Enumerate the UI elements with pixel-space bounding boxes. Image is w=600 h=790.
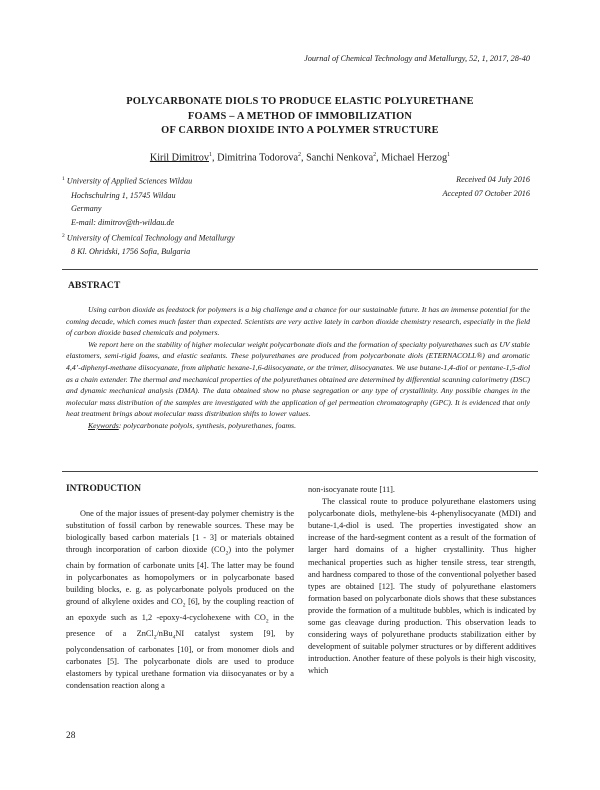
text-run: in the presence of a ZnCl	[66, 613, 294, 638]
divider-top	[62, 269, 538, 270]
text-run: /nBu	[156, 628, 173, 638]
received-date: Received 04 July 2016	[456, 175, 530, 184]
author-email[interactable]: E-mail: dimitrov@th-wildau.de	[71, 218, 175, 228]
left-column	[66, 508, 294, 692]
affiliations	[62, 173, 235, 259]
author-name: Dimitrina Todorova	[217, 152, 298, 164]
body-paragraph-continued: non-isocyanate route [11].	[308, 485, 396, 494]
subscript: 2	[182, 602, 186, 609]
right-column	[308, 484, 536, 678]
paper-title	[60, 95, 540, 139]
affiliation-mark: 2	[62, 232, 65, 239]
abstract-paragraph: Using carbon dioxide as feedstock for polymers is a big challenge and a chance for our sustainable future. It has an immense potential for the coming decade, which comes much faster than expected. Scientists are very active lately in carbon dioxide chemistry research, especially in the field of carbon dioxide based chemicals and polymers.	[66, 305, 530, 338]
page-number: 28	[66, 731, 76, 741]
keywords-label: Keywords	[88, 420, 119, 430]
subscript: 2	[153, 634, 157, 641]
abstract-body	[66, 304, 530, 432]
text-run: ) into the polymer chain by formation of carbonate units [4]. The latter may be found in polycarbonates as homopolymers or in polycarbonate based building blocks, e. g. as polycarbonate polyols produced on the ground of alkylene oxides and CO	[66, 545, 294, 607]
author-affiliation-mark: 1	[209, 152, 212, 158]
abstract-heading: ABSTRACT	[68, 280, 121, 291]
text-run: [6], by the coupling reaction of an epoxyde such as 1,2 -epoxy-4-cyclohexene with CO	[66, 597, 295, 623]
author-separator: ,	[376, 152, 382, 164]
title-line: FOAMS – A METHOD OF IMMOBILIZATION	[187, 110, 413, 122]
affiliation-line: Germany	[71, 204, 102, 214]
affiliation-mark: 1	[62, 176, 65, 182]
accepted-date: Accepted 07 October 2016	[442, 188, 530, 198]
keywords-text: : polycarbonate polyols, synthesis, polyurethanes, foams.	[118, 420, 297, 430]
author-separator: ,	[212, 152, 218, 164]
author-name[interactable]: Kiril Dimitrov	[149, 152, 209, 164]
author-affiliation-mark: 2	[373, 152, 377, 158]
author-name: Michael Herzog	[381, 152, 448, 164]
author-list	[60, 152, 540, 163]
subscript: 2	[225, 550, 229, 557]
text-run: NI catalyst system [9], by polycondensation of carbonates [10], or from monomer diols and carbonates [5]. The polycarbonate diols are used to produce elastomers by typical urethane formation via diisocyanates or by a condensation reaction along a	[66, 628, 294, 690]
text-run: One of the major issues of present-day polymer chemistry is the substitution of fossil carbon by renewable sources. These may be biologically based carbon materials [1 - 3] or materials obtained through incorporation of carbon dioxide (CO	[66, 509, 294, 555]
subscript: 4	[172, 634, 176, 641]
affiliation-line: 8 Kl. Ohridski, 1756 Sofia, Bulgaria	[71, 247, 191, 257]
affiliation-line: University of Applied Sciences Wildau	[66, 176, 193, 186]
divider-bottom	[62, 471, 538, 472]
author-name: Sanchi Nenkova	[306, 152, 374, 164]
keywords-line	[66, 420, 530, 432]
author-affiliation-mark: 2	[297, 152, 301, 158]
title-line: POLYCARBONATE DIOLS TO PRODUCE ELASTIC POLYURETHANE	[126, 96, 474, 107]
subscript: 2	[265, 618, 269, 625]
body-paragraph	[66, 508, 294, 692]
abstract-paragraph: We report here on the stability of higher molecular weight polycarbonate diols and the formation of specialty polyurethanes such as UV stable elastomers, semi-rigid foams, and elastic sealants. These polyurethanes are produced from polycarbonate diols (ETERNACOLL®) and aromatic 4,4’-diphenyl-methane diisocyanate, from aliphatic hexane-1,6-diisocyanate, or the trimer, diisocyanates. We use butane-1,4-diol or pentane-1,5-diol as a chain extender. The thermal and mechanical properties of the polyurethanes obtained are determined by differential scanning calorimetry (DSC) and dynamic mechanical analysis (DMA). The data obtained show no phase segregation or any type of crystallinity. Any possible changes in the molecular mass distribution of the samples are investigated with the application of gel permeation chromatography (GPC). It is evidenced that only heat treatment brings about molecular mass distribution shifts to lower values.	[66, 339, 530, 419]
author-affiliation-mark: 1	[447, 152, 451, 158]
author-separator: ,	[300, 152, 307, 164]
introduction-heading: INTRODUCTION	[66, 484, 142, 494]
title-line: OF CARBON DIOXIDE INTO A POLYMER STRUCTURE	[161, 125, 439, 136]
body-paragraph: The classical route to produce polyurethane elastomers using polycarbonate diols, methylene-bis 4-phenylisocyanate (MDI) and butane-1,4-diol is used. The properties investigated show an increase of the hard-segment content as a result of the formation of larger hard domains of a higher crystallinity. Thus higher mechanical properties such as higher tensile stress, tear strength, and hardness compared to those of the conventional polyether based types are obtained [12]. The study of polyurethane elastomers formation based on polycarbonate diols shows that these substances provide the formation of a multitude bubbles, which is indicated by some gas cleavage during production. This observation leads to considering ways of polyurethane products stabilization either by development of suitable polymer structures or by different additives introduction. Another feature of these polyols is their high viscosity, which	[308, 497, 536, 676]
dates-block	[442, 173, 530, 201]
journal-header: Journal of Chemical Technology and Metallurgy, 52, 1, 2017, 28-40	[304, 54, 530, 63]
affiliation-line: Hochschulring 1, 15745 Wildau	[71, 190, 176, 200]
affiliation-line: University of Chemical Technology and Metallurgy	[66, 233, 235, 243]
